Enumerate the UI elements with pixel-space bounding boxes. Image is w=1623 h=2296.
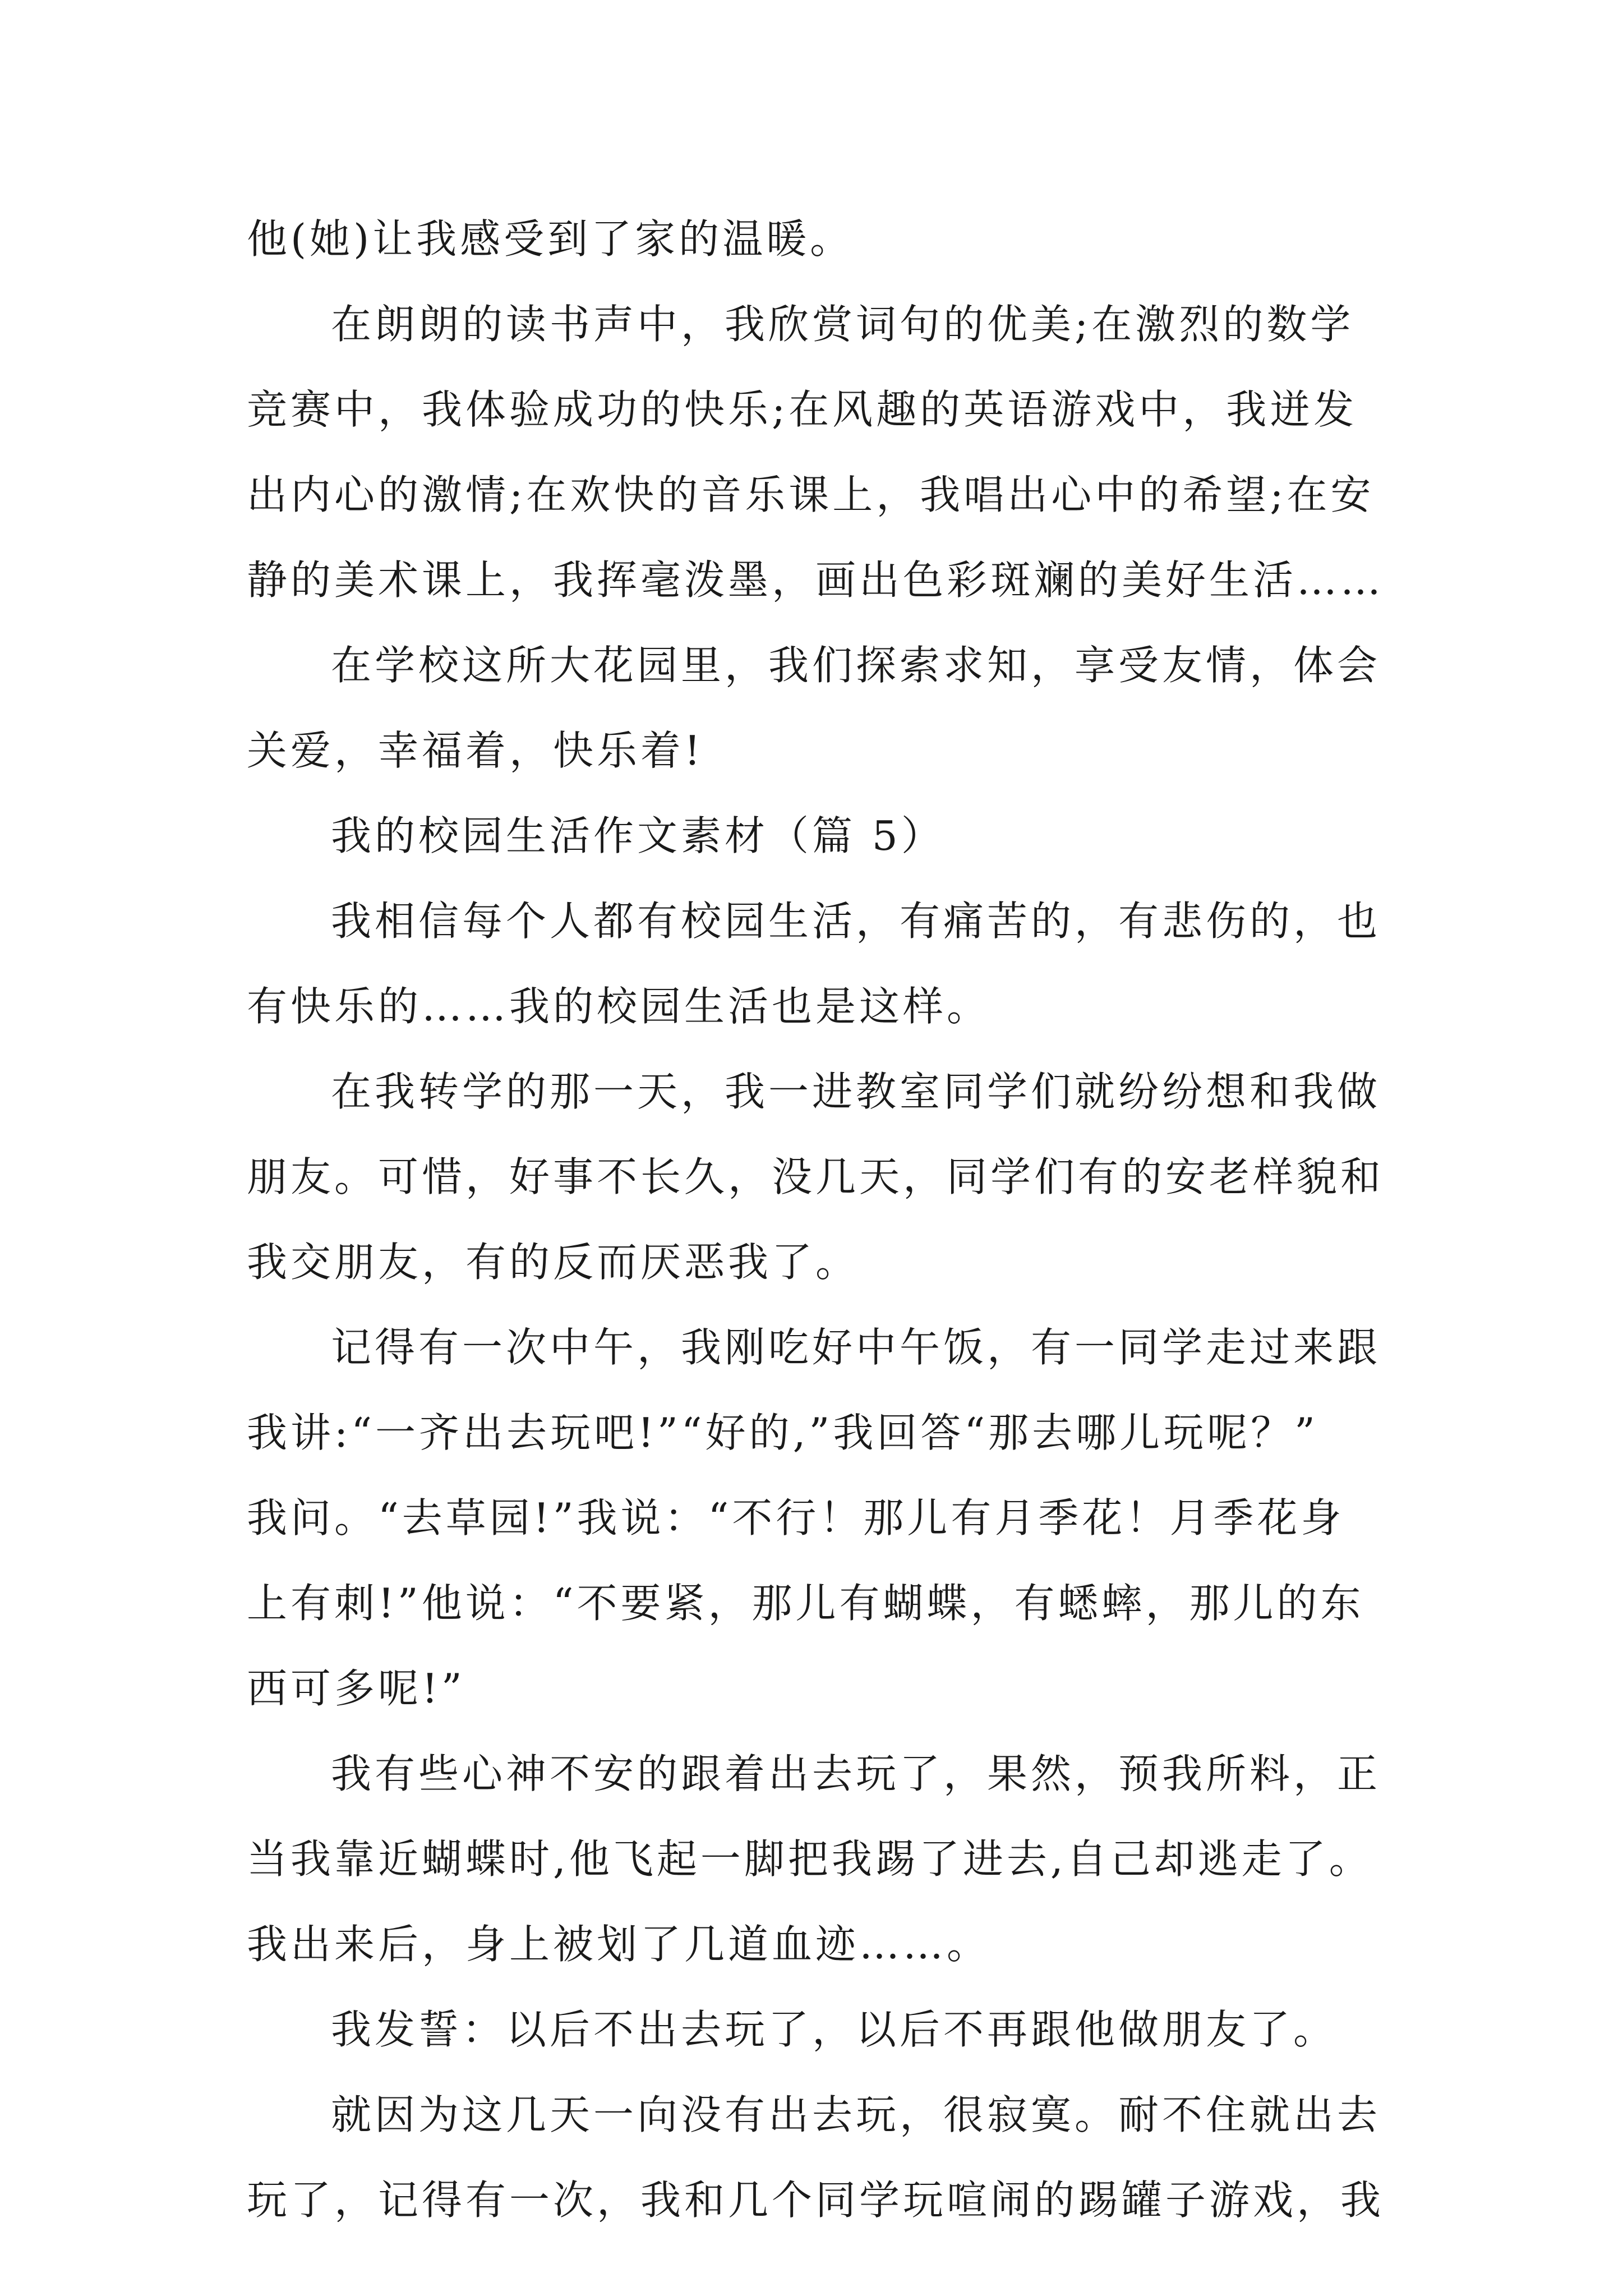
text-line: 我有些心神不安的跟着出去玩了，果然，预我所料，正	[331, 1750, 1381, 1797]
text-line: 我讲:“一齐出去玩吧!”“好的,”我回答“那去哪儿玩呢？”	[247, 1409, 1318, 1456]
text-line: 在学校这所大花园里，我们探索求知，享受友情，体会	[331, 642, 1381, 689]
text-line: 玩了，记得有一次，我和几个同学玩喧闹的踢罐子游戏，我	[247, 2177, 1385, 2224]
text-line: 我问。“去草园!”我说：“不行！那儿有月季花！月季花身	[247, 1494, 1345, 1542]
text-line: 我交朋友，有的反而厌恶我了。	[247, 1239, 860, 1286]
text-line: 他(她)让我感受到了家的温暖。	[247, 215, 854, 263]
text-line: 在我转学的那一天，我一进教室同学们就纷纷想和我做	[331, 1068, 1381, 1115]
text-line: 朋友。可惜，好事不长久，没几天，同学们有的安老样貌和	[247, 1153, 1385, 1200]
text-line: 有快乐的……我的校园生活也是这样。	[247, 983, 991, 1030]
text-line: 上有刺!”他说：“不要紧，那儿有蝴蝶，有蟋蟀，那儿的东	[247, 1580, 1364, 1627]
body-text	[247, 196, 1391, 2243]
text-line: 就因为这几天一向没有出去玩，很寂寞。耐不住就出去	[331, 2091, 1381, 2138]
text-line: 记得有一次中午，我刚吃好中午饭，有一同学走过来跟	[331, 1324, 1381, 1371]
section-heading: 我的校园生活作文素材（篇 5）	[331, 812, 945, 859]
text-line: 西可多呢!”	[247, 1665, 465, 1712]
text-line: 静的美术课上，我挥毫泼墨，画出色彩斑斓的美好生活……	[247, 556, 1385, 604]
text-line: 我发誓：以后不出去玩了，以后不再跟他做朋友了。	[331, 2006, 1338, 2053]
text-line: 出内心的激情;在欢快的音乐课上，我唱出心中的希望;在安	[247, 471, 1375, 518]
text-line: 在朗朗的读书声中，我欣赏词句的优美;在激烈的数学	[331, 301, 1354, 348]
text-line: 关爱，幸福着，快乐着!	[247, 727, 704, 774]
text-line: 我相信每个人都有校园生活，有痛苦的，有悲伤的，也	[331, 898, 1381, 945]
text-line: 竞赛中，我体验成功的快乐;在风趣的英语游戏中，我迸发	[247, 386, 1358, 433]
text-line: 当我靠近蝴蝶时,他飞起一脚把我踢了进去,自己却逃走了。	[247, 1835, 1373, 1883]
text-line: 我出来后，身上被划了几道血迹……。	[247, 1921, 991, 1968]
